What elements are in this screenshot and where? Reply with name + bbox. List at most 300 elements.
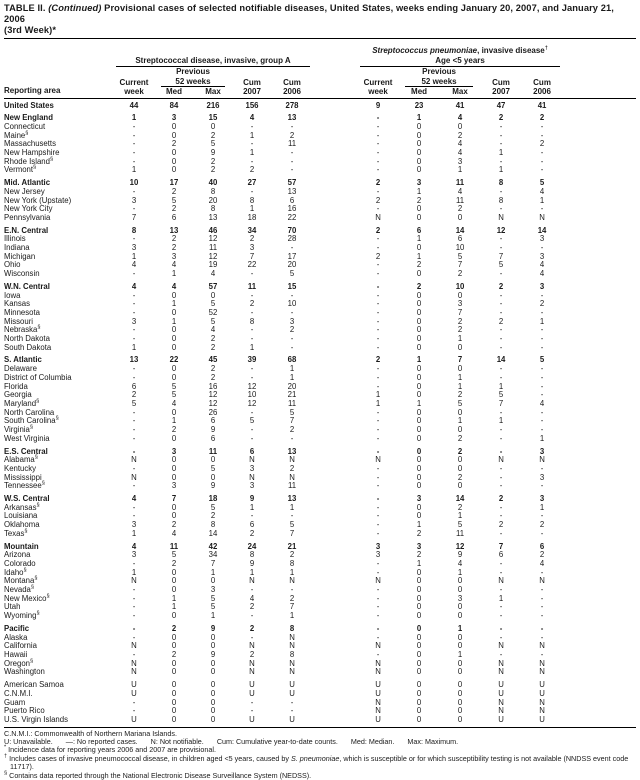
value-cell: - bbox=[376, 381, 380, 391]
value-cell: - bbox=[499, 204, 503, 214]
column-spacer bbox=[312, 98, 358, 110]
value-cell: - bbox=[132, 269, 136, 279]
value-cell: - bbox=[132, 407, 136, 417]
value-cell: 0 bbox=[210, 472, 216, 482]
value-cell: 5 bbox=[171, 195, 177, 205]
value-cell: 4 bbox=[457, 558, 463, 568]
reporting-area-cell: Colorado bbox=[4, 558, 36, 568]
value-cell: 5 bbox=[210, 502, 216, 512]
value-cell: 11 bbox=[455, 178, 465, 188]
value-cell: U bbox=[539, 688, 545, 698]
value-cell: 4 bbox=[457, 139, 463, 149]
value-cell: - bbox=[290, 307, 294, 317]
value-cell: - bbox=[376, 446, 380, 456]
value-cell: 0 bbox=[416, 139, 422, 149]
previous-label-a: Previous bbox=[176, 67, 210, 76]
value-cell: 2 bbox=[171, 139, 177, 149]
value-cell: 9 bbox=[457, 550, 463, 560]
legend-item: Cum: Cumulative year-to-date counts. bbox=[216, 737, 338, 747]
value-cell: 3 bbox=[131, 520, 137, 530]
value-cell: 12 bbox=[208, 234, 218, 244]
value-cell: 84 bbox=[169, 100, 179, 110]
value-cell: N bbox=[375, 212, 381, 222]
reporting-area-cell: New Mexico§ bbox=[4, 593, 50, 603]
column-spacer bbox=[312, 244, 358, 253]
value-cell: 1 bbox=[457, 165, 463, 175]
value-cell: 11 bbox=[208, 446, 218, 456]
value-cell: 3 bbox=[539, 472, 545, 482]
value-cell: - bbox=[376, 528, 380, 538]
value-cell: 2 bbox=[416, 528, 422, 538]
value-cell: 0 bbox=[457, 658, 463, 668]
column-spacer bbox=[312, 140, 358, 149]
value-cell: 0 bbox=[416, 416, 422, 426]
reporting-area-cell: District of Columbia bbox=[4, 372, 72, 382]
row-tail bbox=[562, 634, 636, 643]
area-footnote-marker: § bbox=[46, 593, 50, 600]
value-cell: - bbox=[290, 156, 294, 166]
value-cell: - bbox=[250, 433, 254, 443]
value-cell: 2 bbox=[289, 550, 295, 560]
table-title bbox=[4, 3, 636, 39]
value-cell: - bbox=[132, 186, 136, 196]
group-header-row bbox=[4, 46, 636, 67]
value-cell: N bbox=[131, 576, 137, 586]
value-cell: - bbox=[376, 243, 380, 253]
value-cell: 0 bbox=[416, 299, 422, 309]
value-cell: 12 bbox=[208, 399, 218, 408]
value-cell: 6 bbox=[210, 416, 216, 426]
value-cell: U bbox=[498, 680, 504, 690]
value-cell: - bbox=[132, 139, 136, 149]
value-cell: U bbox=[375, 688, 381, 698]
column-spacer bbox=[312, 482, 358, 491]
row-tail bbox=[562, 677, 636, 690]
row-tail bbox=[562, 539, 636, 552]
value-cell: - bbox=[376, 425, 380, 435]
value-cell: - bbox=[499, 433, 503, 443]
reporting-area-cell: Texas§ bbox=[4, 528, 28, 538]
value-cell: N bbox=[375, 706, 381, 716]
value-cell: - bbox=[540, 390, 544, 400]
value-cell: - bbox=[376, 481, 380, 491]
value-cell: 1 bbox=[539, 195, 545, 205]
row-tail bbox=[562, 365, 636, 374]
value-cell: 2 bbox=[131, 390, 137, 400]
value-cell: 0 bbox=[171, 121, 177, 131]
value-cell: 5 bbox=[249, 416, 255, 426]
cnmi-footnote: C.N.M.I.: Commonwealth of Northern Mariana Islands. bbox=[4, 728, 177, 738]
value-cell: 0 bbox=[457, 463, 463, 473]
area-footnote-marker: § bbox=[37, 324, 41, 331]
value-cell: - bbox=[290, 433, 294, 443]
reporting-area-cell: New Jersey bbox=[4, 186, 45, 196]
value-cell: 6 bbox=[249, 520, 255, 530]
reporting-area-cell: W.N. Central bbox=[4, 281, 50, 291]
value-cell: 0 bbox=[416, 269, 422, 279]
value-cell: 1 bbox=[416, 355, 422, 365]
reporting-area-cell: Florida bbox=[4, 381, 28, 391]
reporting-area-cell: Arizona bbox=[4, 550, 31, 560]
value-cell: 1 bbox=[210, 611, 216, 621]
value-cell: - bbox=[540, 567, 544, 577]
value-cell: 11 bbox=[455, 195, 465, 205]
value-cell: 2 bbox=[457, 130, 463, 140]
value-cell: 1 bbox=[131, 567, 137, 577]
value-cell: - bbox=[250, 364, 254, 374]
area-footnote-marker: § bbox=[34, 454, 38, 461]
value-cell: 2 bbox=[249, 623, 255, 633]
value-cell: 0 bbox=[416, 602, 422, 612]
value-cell: 0 bbox=[457, 481, 463, 491]
row-tail bbox=[562, 292, 636, 301]
value-cell: - bbox=[376, 269, 380, 279]
value-cell: 2 bbox=[498, 520, 504, 530]
column-spacer bbox=[312, 110, 358, 123]
reporting-area-cell: Minnesota bbox=[4, 307, 40, 317]
value-cell: 2 bbox=[171, 204, 177, 214]
table-row bbox=[4, 612, 636, 621]
value-cell: N bbox=[498, 658, 504, 668]
row-tail bbox=[562, 716, 636, 725]
value-cell: U bbox=[539, 680, 545, 690]
value-cell: - bbox=[499, 502, 503, 512]
value-cell: - bbox=[376, 113, 380, 123]
value-cell: N bbox=[249, 658, 255, 668]
value-cell: - bbox=[499, 623, 503, 633]
value-cell: 5 bbox=[457, 520, 463, 530]
value-cell: U bbox=[498, 688, 504, 698]
value-cell: - bbox=[250, 697, 254, 707]
value-cell: 68 bbox=[287, 355, 297, 365]
value-cell: 0 bbox=[457, 290, 463, 300]
value-cell: 4 bbox=[210, 269, 216, 279]
value-cell: - bbox=[540, 425, 544, 435]
column-spacer bbox=[312, 300, 358, 309]
reporting-area-cell: Indiana bbox=[4, 243, 30, 253]
value-cell: 2 bbox=[210, 372, 216, 382]
value-cell: - bbox=[499, 407, 503, 417]
col-week-b: week bbox=[358, 87, 398, 98]
value-cell: 0 bbox=[457, 364, 463, 374]
row-tail bbox=[562, 435, 636, 444]
value-cell: 9 bbox=[375, 100, 381, 110]
value-cell: - bbox=[132, 632, 136, 642]
value-cell: - bbox=[376, 585, 380, 595]
value-cell: 8 bbox=[210, 520, 216, 530]
value-cell: 4 bbox=[539, 399, 545, 408]
value-cell: N bbox=[131, 472, 137, 482]
value-cell: - bbox=[499, 632, 503, 642]
row-tail bbox=[562, 244, 636, 253]
value-cell: 0 bbox=[171, 455, 177, 465]
column-spacer bbox=[312, 188, 358, 197]
reporting-area-cell: North Carolina bbox=[4, 407, 55, 417]
column-spacer bbox=[312, 335, 358, 344]
col-cum2007-a-top: Cum bbox=[243, 77, 261, 87]
value-cell: 9 bbox=[249, 494, 255, 504]
value-cell: - bbox=[132, 433, 136, 443]
area-footnote-marker: § bbox=[30, 584, 34, 591]
value-cell: - bbox=[540, 649, 544, 659]
value-cell: 3 bbox=[539, 494, 545, 504]
row-tail bbox=[562, 400, 636, 409]
column-spacer bbox=[312, 158, 358, 167]
value-cell: 15 bbox=[287, 281, 297, 291]
value-cell: U bbox=[375, 714, 381, 724]
value-cell: 1 bbox=[457, 511, 463, 521]
column-spacer bbox=[312, 668, 358, 677]
value-cell: 7 bbox=[498, 251, 504, 261]
reporting-area-cell: Virginia§ bbox=[4, 424, 33, 435]
value-cell: 3 bbox=[416, 494, 422, 504]
row-tail bbox=[562, 551, 636, 560]
area-footnote-marker: § bbox=[23, 567, 27, 574]
value-cell: 0 bbox=[416, 243, 422, 253]
value-cell: 0 bbox=[210, 121, 216, 131]
value-cell: - bbox=[132, 481, 136, 491]
group-b-title bbox=[360, 46, 560, 67]
value-cell: 2 bbox=[289, 325, 295, 335]
value-cell: U bbox=[131, 714, 137, 724]
value-cell: - bbox=[132, 299, 136, 309]
value-cell: 2 bbox=[289, 130, 295, 140]
title-rest: Provisional cases of selected notifiable diseases, United States, weeks ending January 20, 2007, and January 21, 2006 bbox=[4, 3, 614, 24]
legend-item: Max: Maximum. bbox=[407, 737, 459, 747]
value-cell: N bbox=[498, 706, 504, 716]
value-cell: 2 bbox=[416, 260, 422, 270]
column-spacer bbox=[312, 344, 358, 353]
row-tail bbox=[562, 491, 636, 504]
value-cell: 0 bbox=[416, 307, 422, 317]
reporting-area-cell: Mountain bbox=[4, 541, 39, 551]
value-cell: 2 bbox=[249, 649, 255, 659]
value-cell: 3 bbox=[249, 243, 255, 253]
value-cell: 3 bbox=[539, 281, 545, 291]
table-row bbox=[4, 214, 636, 223]
value-cell: - bbox=[540, 585, 544, 595]
value-cell: 0 bbox=[171, 334, 177, 344]
row-tail bbox=[562, 235, 636, 244]
column-spacer bbox=[312, 707, 358, 716]
value-cell: 13 bbox=[287, 186, 297, 196]
value-cell: - bbox=[540, 243, 544, 253]
column-spacer bbox=[312, 223, 358, 236]
value-cell: 2 bbox=[171, 649, 177, 659]
reporting-area-cell: West Virginia bbox=[4, 433, 50, 443]
value-cell: 0 bbox=[457, 585, 463, 595]
value-cell: 2 bbox=[457, 446, 463, 456]
row-tail bbox=[562, 577, 636, 586]
value-cell: 9 bbox=[210, 649, 216, 659]
value-cell: 0 bbox=[171, 156, 177, 166]
value-cell: 2 bbox=[498, 316, 504, 326]
value-cell: 4 bbox=[131, 281, 137, 291]
value-cell: 0 bbox=[416, 425, 422, 435]
value-cell: 2 bbox=[210, 334, 216, 344]
value-cell: 0 bbox=[171, 688, 177, 698]
reporting-area-cell: Arkansas§ bbox=[4, 502, 40, 512]
value-cell: 12 bbox=[208, 390, 218, 400]
reporting-area-cell: South Dakota bbox=[4, 342, 52, 352]
row-tail bbox=[562, 621, 636, 634]
value-cell: U bbox=[289, 688, 295, 698]
column-spacer bbox=[312, 318, 358, 327]
value-cell: N bbox=[131, 455, 137, 465]
value-cell: 0 bbox=[416, 658, 422, 668]
column-spacer bbox=[312, 175, 358, 188]
reporting-area-cell: Montana§ bbox=[4, 575, 38, 586]
value-cell: U bbox=[131, 680, 137, 690]
value-cell: 70 bbox=[287, 225, 297, 235]
value-cell: - bbox=[499, 372, 503, 382]
reporting-area-cell: Hawaii bbox=[4, 649, 28, 659]
value-cell: 47 bbox=[496, 100, 506, 110]
reporting-area-cell: Iowa bbox=[4, 290, 21, 300]
column-spacer bbox=[312, 521, 358, 530]
value-cell: - bbox=[376, 558, 380, 568]
reporting-area-cell: Pacific bbox=[4, 623, 30, 633]
value-cell: - bbox=[376, 416, 380, 426]
column-spacer bbox=[312, 586, 358, 595]
value-cell: N bbox=[289, 472, 295, 482]
value-cell: 5 bbox=[498, 260, 504, 270]
row-tail bbox=[562, 344, 636, 353]
value-cell: 2 bbox=[289, 463, 295, 473]
reporting-area-cell: Illinois bbox=[4, 234, 26, 244]
value-cell: 5 bbox=[539, 355, 545, 365]
value-cell: 1 bbox=[210, 567, 216, 577]
value-cell: 12 bbox=[247, 381, 257, 391]
value-cell: 4 bbox=[171, 399, 177, 408]
footnote-marker: § bbox=[4, 770, 8, 777]
value-cell: - bbox=[540, 342, 544, 352]
value-cell: - bbox=[290, 334, 294, 344]
value-cell: 3 bbox=[249, 463, 255, 473]
value-cell: 11 bbox=[287, 139, 297, 149]
weeks52-label-b: 52 weeks bbox=[421, 76, 457, 86]
group-b-title-italic: Streptococcus pneumoniae bbox=[372, 46, 478, 55]
row-tail bbox=[562, 318, 636, 327]
value-cell: - bbox=[250, 186, 254, 196]
reporting-area-cell: California bbox=[4, 641, 37, 651]
value-cell: 1 bbox=[289, 611, 295, 621]
value-cell: - bbox=[376, 632, 380, 642]
value-cell: 26 bbox=[208, 407, 218, 417]
value-cell: 0 bbox=[416, 316, 422, 326]
row-tail bbox=[562, 132, 636, 141]
row-tail bbox=[562, 335, 636, 344]
value-cell: - bbox=[376, 186, 380, 196]
value-cell: - bbox=[132, 463, 136, 473]
value-cell: 13 bbox=[169, 225, 179, 235]
value-cell: 0 bbox=[416, 688, 422, 698]
value-cell: 0 bbox=[171, 511, 177, 521]
value-cell: - bbox=[132, 697, 136, 707]
value-cell: 0 bbox=[171, 611, 177, 621]
value-cell: 23 bbox=[414, 100, 424, 110]
value-cell: 0 bbox=[171, 706, 177, 716]
value-cell: 0 bbox=[210, 697, 216, 707]
value-cell: 0 bbox=[171, 567, 177, 577]
table-row bbox=[4, 435, 636, 444]
value-cell: 2 bbox=[171, 558, 177, 568]
value-cell: 2 bbox=[498, 281, 504, 291]
value-cell: - bbox=[376, 260, 380, 270]
value-cell: 19 bbox=[208, 260, 218, 270]
value-cell: - bbox=[376, 602, 380, 612]
col-med-a: Med bbox=[154, 87, 194, 98]
value-cell: 3 bbox=[171, 251, 177, 261]
row-tail bbox=[562, 123, 636, 132]
reporting-area-cell: Georgia bbox=[4, 390, 32, 400]
value-cell: 40 bbox=[208, 178, 218, 188]
value-cell: 2 bbox=[457, 325, 463, 335]
value-cell: 14 bbox=[455, 494, 465, 504]
col-current-b: Current bbox=[363, 77, 393, 87]
row-tail bbox=[562, 465, 636, 474]
value-cell: 0 bbox=[457, 407, 463, 417]
value-cell: 2 bbox=[457, 204, 463, 214]
area-footnote-marker: § bbox=[25, 130, 29, 137]
reporting-area-cell: Oklahoma bbox=[4, 520, 40, 530]
value-cell: 7 bbox=[289, 528, 295, 538]
column-spacer bbox=[312, 690, 358, 699]
value-cell: - bbox=[376, 502, 380, 512]
value-cell: - bbox=[376, 611, 380, 621]
value-cell: 0 bbox=[416, 680, 422, 690]
group-a-title bbox=[116, 56, 310, 68]
value-cell: 12 bbox=[208, 251, 218, 261]
value-cell: 0 bbox=[210, 714, 216, 724]
value-cell: 1 bbox=[498, 416, 504, 426]
reporting-area-cell: Louisiana bbox=[4, 511, 38, 521]
value-cell: 0 bbox=[416, 632, 422, 642]
value-cell: - bbox=[499, 585, 503, 595]
value-cell: 2 bbox=[539, 113, 545, 123]
column-spacer bbox=[312, 326, 358, 335]
row-tail bbox=[562, 279, 636, 292]
value-cell: - bbox=[132, 706, 136, 716]
col-2007-b: 2007 bbox=[480, 87, 522, 98]
value-cell: - bbox=[376, 649, 380, 659]
value-cell: - bbox=[499, 139, 503, 149]
value-cell: 2 bbox=[210, 511, 216, 521]
reporting-area-cell: Kentucky bbox=[4, 463, 37, 473]
value-cell: - bbox=[499, 234, 503, 244]
value-cell: - bbox=[132, 121, 136, 131]
value-cell: 1 bbox=[457, 649, 463, 659]
value-cell: 0 bbox=[457, 667, 463, 677]
value-cell: - bbox=[376, 165, 380, 175]
value-cell: - bbox=[376, 290, 380, 300]
value-cell: 0 bbox=[416, 463, 422, 473]
table-row bbox=[4, 110, 636, 123]
value-cell: 216 bbox=[206, 100, 220, 110]
value-cell: 16 bbox=[208, 381, 218, 391]
value-cell: 1 bbox=[457, 381, 463, 391]
column-spacer bbox=[312, 292, 358, 301]
value-cell: 2 bbox=[171, 243, 177, 253]
value-cell: 0 bbox=[210, 680, 216, 690]
legend-item: U: Unavailable. bbox=[4, 737, 53, 747]
value-cell: N bbox=[539, 697, 545, 707]
area-footnote-marker: § bbox=[29, 424, 33, 431]
value-cell: 3 bbox=[171, 446, 177, 456]
column-spacer bbox=[312, 391, 358, 400]
value-cell: - bbox=[540, 611, 544, 621]
reporting-area-cell: North Dakota bbox=[4, 334, 50, 344]
